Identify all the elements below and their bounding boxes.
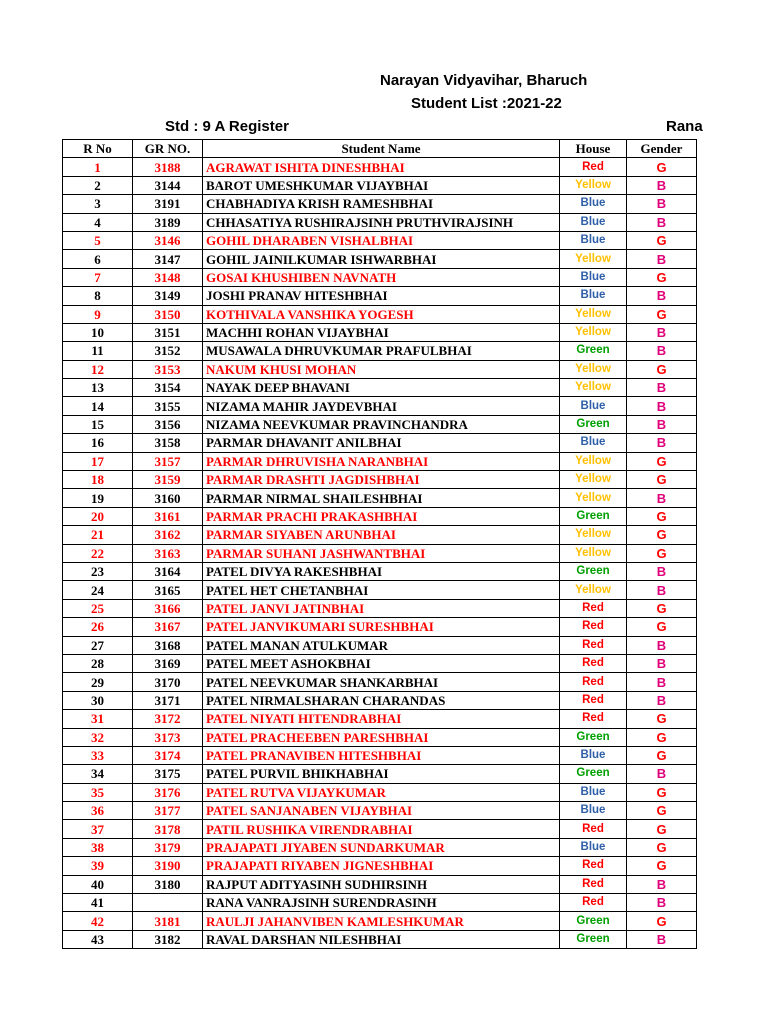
student-name-cell: PARMAR DRASHTI JAGDISHBHAI xyxy=(203,471,560,489)
rno-cell: 37 xyxy=(63,820,133,838)
gr-number-cell: 3169 xyxy=(133,654,203,672)
gr-number-cell: 3171 xyxy=(133,691,203,709)
house-cell: Yellow xyxy=(560,250,627,268)
gr-number-cell: 3168 xyxy=(133,636,203,654)
gender-cell: B xyxy=(627,489,697,507)
house-cell: Red xyxy=(560,710,627,728)
rno-cell: 21 xyxy=(63,526,133,544)
house-cell: Green xyxy=(560,415,627,433)
gender-cell: G xyxy=(627,857,697,875)
table-row xyxy=(63,452,697,470)
gender-cell: G xyxy=(627,783,697,801)
gr-number-cell: 3152 xyxy=(133,342,203,360)
house-cell: Red xyxy=(560,894,627,912)
gender-cell: B xyxy=(627,250,697,268)
gr-number-cell: 3189 xyxy=(133,213,203,231)
gender-cell: B xyxy=(627,195,697,213)
gender-cell: B xyxy=(627,581,697,599)
student-name-cell: MUSAWALA DHRUVKUMAR PRAFULBHAI xyxy=(203,342,560,360)
gr-number-cell: 3173 xyxy=(133,728,203,746)
student-name-cell: RANA VANRAJSINH SURENDRASINH xyxy=(203,894,560,912)
house-cell: Blue xyxy=(560,783,627,801)
gender-cell: B xyxy=(627,673,697,691)
student-name-cell: PATEL NEEVKUMAR SHANKARBHAI xyxy=(203,673,560,691)
table-row xyxy=(63,415,697,433)
house-cell: Blue xyxy=(560,287,627,305)
house-cell: Blue xyxy=(560,397,627,415)
gr-number-cell xyxy=(133,894,203,912)
house-cell: Blue xyxy=(560,434,627,452)
gr-number-cell: 3148 xyxy=(133,268,203,286)
gr-number-cell: 3170 xyxy=(133,673,203,691)
gender-cell: B xyxy=(627,765,697,783)
gender-cell: G xyxy=(627,838,697,856)
gender-cell: B xyxy=(627,654,697,672)
table-row xyxy=(63,710,697,728)
student-name-cell: PATEL DIVYA RAKESHBHAI xyxy=(203,562,560,580)
gender-cell: B xyxy=(627,636,697,654)
gender-cell: G xyxy=(627,912,697,930)
gr-number-cell: 3146 xyxy=(133,231,203,249)
gr-number-cell: 3159 xyxy=(133,471,203,489)
house-cell: Red xyxy=(560,820,627,838)
rno-cell: 24 xyxy=(63,581,133,599)
house-cell: Red xyxy=(560,599,627,617)
gender-cell: B xyxy=(627,691,697,709)
gender-cell: B xyxy=(627,434,697,452)
gender-cell: G xyxy=(627,158,697,176)
student-name-cell: PATEL JANVI JATINBHAI xyxy=(203,599,560,617)
table-row xyxy=(63,581,697,599)
table-row xyxy=(63,857,697,875)
gender-cell: G xyxy=(627,360,697,378)
house-cell: Red xyxy=(560,857,627,875)
student-name-cell: AGRAWAT ISHITA DINESHBHAI xyxy=(203,158,560,176)
table-row xyxy=(63,305,697,323)
gr-number-cell: 3155 xyxy=(133,397,203,415)
column-header-name: Student Name xyxy=(203,140,560,158)
house-cell: Green xyxy=(560,728,627,746)
gr-number-cell: 3179 xyxy=(133,838,203,856)
table-row xyxy=(63,158,697,176)
gr-number-cell: 3177 xyxy=(133,802,203,820)
table-row xyxy=(63,195,697,213)
gender-cell: G xyxy=(627,599,697,617)
rno-cell: 16 xyxy=(63,434,133,452)
rno-cell: 34 xyxy=(63,765,133,783)
student-name-cell: RAJPUT ADITYASINH SUDHIRSINH xyxy=(203,875,560,893)
gender-cell: B xyxy=(627,342,697,360)
gender-cell: B xyxy=(627,562,697,580)
table-row xyxy=(63,250,697,268)
column-header-rno: R No xyxy=(63,140,133,158)
table-row xyxy=(63,599,697,617)
table-row xyxy=(63,526,697,544)
house-cell: Red xyxy=(560,158,627,176)
house-cell: Green xyxy=(560,507,627,525)
gr-number-cell: 3164 xyxy=(133,562,203,580)
house-cell: Green xyxy=(560,912,627,930)
student-name-cell: PATEL HET CHETANBHAI xyxy=(203,581,560,599)
student-name-cell: GOHIL JAINILKUMAR ISHWARBHAI xyxy=(203,250,560,268)
rno-cell: 20 xyxy=(63,507,133,525)
table-row xyxy=(63,802,697,820)
table-body xyxy=(63,158,697,949)
house-cell: Yellow xyxy=(560,379,627,397)
rno-cell: 30 xyxy=(63,691,133,709)
gr-number-cell: 3174 xyxy=(133,746,203,764)
gr-number-cell: 3150 xyxy=(133,305,203,323)
table-row xyxy=(63,342,697,360)
house-cell: Blue xyxy=(560,213,627,231)
student-name-cell: PARMAR NIRMAL SHAILESHBHAI xyxy=(203,489,560,507)
house-cell: Green xyxy=(560,562,627,580)
gender-cell: B xyxy=(627,287,697,305)
table-row xyxy=(63,379,697,397)
table-row xyxy=(63,894,697,912)
gender-cell: G xyxy=(627,305,697,323)
gr-number-cell: 3162 xyxy=(133,526,203,544)
table-row xyxy=(63,765,697,783)
gender-cell: G xyxy=(627,746,697,764)
student-name-cell: CHHASATIYA RUSHIRAJSINH PRUTHVIRAJSINH xyxy=(203,213,560,231)
student-name-cell: PATEL RUTVA VIJAYKUMAR xyxy=(203,783,560,801)
student-name-cell: RAVAL DARSHAN NILESHBHAI xyxy=(203,930,560,948)
gr-number-cell: 3182 xyxy=(133,930,203,948)
student-name-cell: PATEL SANJANABEN VIJAYBHAI xyxy=(203,802,560,820)
rno-cell: 9 xyxy=(63,305,133,323)
table-row xyxy=(63,397,697,415)
table-row xyxy=(63,268,697,286)
table-row xyxy=(63,746,697,764)
gender-cell: B xyxy=(627,875,697,893)
gr-number-cell: 3172 xyxy=(133,710,203,728)
gr-number-cell: 3166 xyxy=(133,599,203,617)
student-name-cell: NIZAMA MAHIR JAYDEVBHAI xyxy=(203,397,560,415)
table-row xyxy=(63,654,697,672)
table-row xyxy=(63,231,697,249)
gender-cell: B xyxy=(627,397,697,415)
gr-number-cell: 3165 xyxy=(133,581,203,599)
gender-cell: G xyxy=(627,544,697,562)
house-cell: Red xyxy=(560,636,627,654)
student-name-cell: PATEL NIYATI HITENDRABHAI xyxy=(203,710,560,728)
rno-cell: 28 xyxy=(63,654,133,672)
house-cell: Red xyxy=(560,618,627,636)
table-row xyxy=(63,912,697,930)
gr-number-cell: 3147 xyxy=(133,250,203,268)
rno-cell: 13 xyxy=(63,379,133,397)
house-cell: Blue xyxy=(560,231,627,249)
rno-cell: 32 xyxy=(63,728,133,746)
student-name-cell: JOSHI PRANAV HITESHBHAI xyxy=(203,287,560,305)
gr-number-cell: 3190 xyxy=(133,857,203,875)
table-row xyxy=(63,783,697,801)
table-row xyxy=(63,213,697,231)
student-name-cell: GOHIL DHARABEN VISHALBHAI xyxy=(203,231,560,249)
table-row xyxy=(63,930,697,948)
house-cell: Red xyxy=(560,673,627,691)
rno-cell: 39 xyxy=(63,857,133,875)
gr-number-cell: 3191 xyxy=(133,195,203,213)
gr-number-cell: 3154 xyxy=(133,379,203,397)
table-row xyxy=(63,875,697,893)
column-header-house: House xyxy=(560,140,627,158)
gender-cell: B xyxy=(627,415,697,433)
list-title: Student List :2021-22 xyxy=(411,95,562,112)
student-name-cell: NIZAMA NEEVKUMAR PRAVINCHANDRA xyxy=(203,415,560,433)
gr-number-cell: 3180 xyxy=(133,875,203,893)
student-name-cell: PARMAR DHRUVISHA NARANBHAI xyxy=(203,452,560,470)
gr-number-cell: 3151 xyxy=(133,323,203,341)
house-cell: Blue xyxy=(560,195,627,213)
student-name-cell: PRAJAPATI JIYABEN SUNDARKUMAR xyxy=(203,838,560,856)
table-row xyxy=(63,838,697,856)
rno-cell: 35 xyxy=(63,783,133,801)
rno-cell: 22 xyxy=(63,544,133,562)
gender-cell: G xyxy=(627,452,697,470)
table-header-row xyxy=(63,140,697,158)
house-cell: Yellow xyxy=(560,471,627,489)
house-cell: Blue xyxy=(560,746,627,764)
house-cell: Green xyxy=(560,765,627,783)
table-row xyxy=(63,507,697,525)
house-cell: Red xyxy=(560,654,627,672)
rno-cell: 12 xyxy=(63,360,133,378)
house-cell: Red xyxy=(560,691,627,709)
rno-cell: 17 xyxy=(63,452,133,470)
student-name-cell: CHABHADIYA KRISH RAMESHBHAI xyxy=(203,195,560,213)
gr-number-cell: 3157 xyxy=(133,452,203,470)
gender-cell: G xyxy=(627,268,697,286)
table-row xyxy=(63,673,697,691)
gender-cell: G xyxy=(627,710,697,728)
rno-cell: 36 xyxy=(63,802,133,820)
student-name-cell: NAKUM KHUSI MOHAN xyxy=(203,360,560,378)
student-name-cell: BAROT UMESHKUMAR VIJAYBHAI xyxy=(203,176,560,194)
student-name-cell: RAULJI JAHANVIBEN KAMLESHKUMAR xyxy=(203,912,560,930)
rno-cell: 25 xyxy=(63,599,133,617)
rno-cell: 15 xyxy=(63,415,133,433)
school-name: Narayan Vidyavihar, Bharuch xyxy=(380,72,588,89)
table-row xyxy=(63,434,697,452)
rno-cell: 6 xyxy=(63,250,133,268)
rno-cell: 11 xyxy=(63,342,133,360)
gr-number-cell: 3167 xyxy=(133,618,203,636)
rno-cell: 38 xyxy=(63,838,133,856)
student-name-cell: PARMAR DHAVANIT ANILBHAI xyxy=(203,434,560,452)
rno-cell: 1 xyxy=(63,158,133,176)
gender-cell: B xyxy=(627,930,697,948)
house-cell: Blue xyxy=(560,268,627,286)
house-cell: Yellow xyxy=(560,489,627,507)
rno-cell: 27 xyxy=(63,636,133,654)
gr-number-cell: 3181 xyxy=(133,912,203,930)
gender-cell: G xyxy=(627,471,697,489)
rno-cell: 23 xyxy=(63,562,133,580)
gender-cell: G xyxy=(627,618,697,636)
gr-number-cell: 3144 xyxy=(133,176,203,194)
student-name-cell: PATEL NIRMALSHARAN CHARANDAS xyxy=(203,691,560,709)
table-row xyxy=(63,562,697,580)
gender-cell: G xyxy=(627,231,697,249)
rno-cell: 7 xyxy=(63,268,133,286)
table-row xyxy=(63,820,697,838)
gender-cell: B xyxy=(627,213,697,231)
gr-number-cell: 3156 xyxy=(133,415,203,433)
house-cell: Blue xyxy=(560,838,627,856)
house-cell: Yellow xyxy=(560,323,627,341)
std-label: Std : 9 A Register xyxy=(165,118,289,135)
teacher-name-partial: Rana xyxy=(666,118,703,135)
table-row xyxy=(63,176,697,194)
student-name-cell: NAYAK DEEP BHAVANI xyxy=(203,379,560,397)
student-name-cell: PATEL MEET ASHOKBHAI xyxy=(203,654,560,672)
student-name-cell: MACHHI ROHAN VIJAYBHAI xyxy=(203,323,560,341)
house-cell: Yellow xyxy=(560,176,627,194)
gender-cell: G xyxy=(627,526,697,544)
rno-cell: 31 xyxy=(63,710,133,728)
house-cell: Yellow xyxy=(560,544,627,562)
table-row xyxy=(63,323,697,341)
gender-cell: G xyxy=(627,728,697,746)
student-name-cell: PRAJAPATI RIYABEN JIGNESHBHAI xyxy=(203,857,560,875)
column-header-gender: Gender xyxy=(627,140,697,158)
table-row xyxy=(63,544,697,562)
student-name-cell: KOTHIVALA VANSHIKA YOGESH xyxy=(203,305,560,323)
rno-cell: 33 xyxy=(63,746,133,764)
rno-cell: 14 xyxy=(63,397,133,415)
gender-cell: G xyxy=(627,507,697,525)
gr-number-cell: 3153 xyxy=(133,360,203,378)
rno-cell: 42 xyxy=(63,912,133,930)
gr-number-cell: 3176 xyxy=(133,783,203,801)
house-cell: Green xyxy=(560,930,627,948)
gr-number-cell: 3175 xyxy=(133,765,203,783)
rno-cell: 2 xyxy=(63,176,133,194)
gr-number-cell: 3161 xyxy=(133,507,203,525)
gr-number-cell: 3178 xyxy=(133,820,203,838)
rno-cell: 8 xyxy=(63,287,133,305)
house-cell: Yellow xyxy=(560,360,627,378)
rno-cell: 41 xyxy=(63,894,133,912)
gr-number-cell: 3160 xyxy=(133,489,203,507)
table-row xyxy=(63,489,697,507)
column-header-gr: GR NO. xyxy=(133,140,203,158)
student-name-cell: PARMAR SIYABEN ARUNBHAI xyxy=(203,526,560,544)
gender-cell: G xyxy=(627,820,697,838)
gender-cell: B xyxy=(627,894,697,912)
student-table xyxy=(62,139,697,949)
gr-number-cell: 3158 xyxy=(133,434,203,452)
rno-cell: 26 xyxy=(63,618,133,636)
gender-cell: B xyxy=(627,176,697,194)
gr-number-cell: 3149 xyxy=(133,287,203,305)
house-cell: Yellow xyxy=(560,452,627,470)
student-name-cell: GOSAI KHUSHIBEN NAVNATH xyxy=(203,268,560,286)
house-cell: Green xyxy=(560,342,627,360)
student-name-cell: PATEL PRACHEEBEN PARESHBHAI xyxy=(203,728,560,746)
table-row xyxy=(63,471,697,489)
rno-cell: 19 xyxy=(63,489,133,507)
rno-cell: 4 xyxy=(63,213,133,231)
table-row xyxy=(63,618,697,636)
gender-cell: B xyxy=(627,379,697,397)
house-cell: Yellow xyxy=(560,581,627,599)
house-cell: Yellow xyxy=(560,526,627,544)
rno-cell: 29 xyxy=(63,673,133,691)
student-name-cell: PARMAR SUHANI JASHWANTBHAI xyxy=(203,544,560,562)
gr-number-cell: 3188 xyxy=(133,158,203,176)
student-name-cell: PATEL PURVIL BHIKHABHAI xyxy=(203,765,560,783)
rno-cell: 5 xyxy=(63,231,133,249)
rno-cell: 43 xyxy=(63,930,133,948)
student-name-cell: PATIL RUSHIKA VIRENDRABHAI xyxy=(203,820,560,838)
rno-cell: 3 xyxy=(63,195,133,213)
student-name-cell: PATEL PRANAVIBEN HITESHBHAI xyxy=(203,746,560,764)
table-row xyxy=(63,728,697,746)
student-name-cell: PATEL MANAN ATULKUMAR xyxy=(203,636,560,654)
house-cell: Red xyxy=(560,875,627,893)
table-row xyxy=(63,636,697,654)
gender-cell: G xyxy=(627,802,697,820)
house-cell: Yellow xyxy=(560,305,627,323)
gr-number-cell: 3163 xyxy=(133,544,203,562)
table-row xyxy=(63,287,697,305)
house-cell: Blue xyxy=(560,802,627,820)
student-name-cell: PATEL JANVIKUMARI SURESHBHAI xyxy=(203,618,560,636)
student-name-cell: PARMAR PRACHI PRAKASHBHAI xyxy=(203,507,560,525)
table-row xyxy=(63,691,697,709)
rno-cell: 18 xyxy=(63,471,133,489)
gender-cell: B xyxy=(627,323,697,341)
table-row xyxy=(63,360,697,378)
rno-cell: 40 xyxy=(63,875,133,893)
rno-cell: 10 xyxy=(63,323,133,341)
